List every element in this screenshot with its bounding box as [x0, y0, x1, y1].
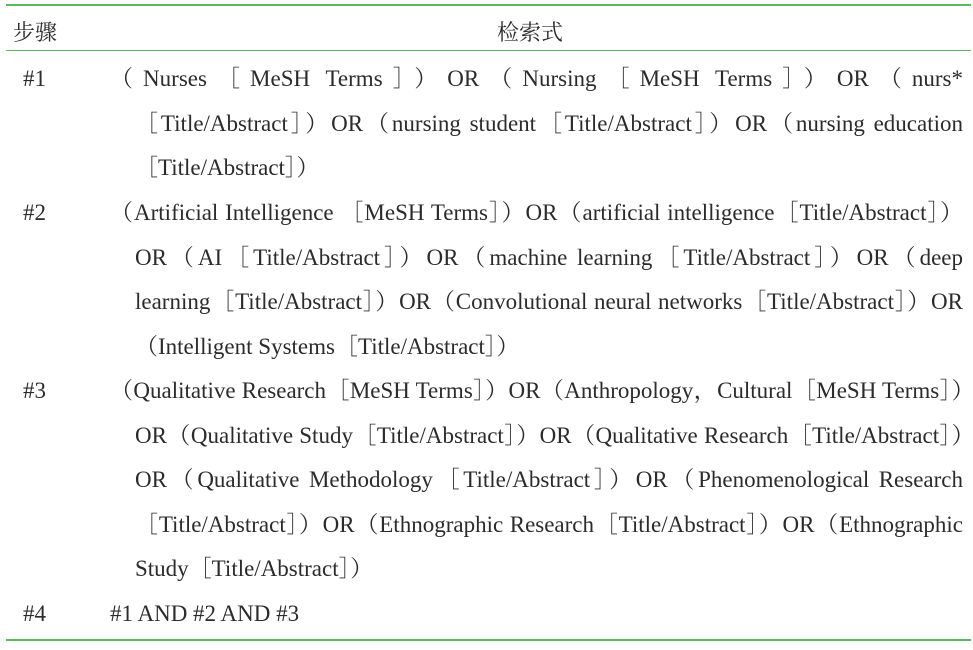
table-header: [0, 6, 973, 50]
header-rule: [6, 50, 971, 51]
query-text: #1 AND #2 AND #3: [110, 601, 300, 626]
step-number: #1: [23, 66, 46, 91]
query-text: （Qualitative Research［MeSH Terms］）OR（Anthropology，Cultural［MeSH Terms］）OR（Qualitative Study［Title/Abstract］）OR（Qualitative Research［Title/Abstract］）OR（Qualitative Methodology［Title/Abstract］）OR（Phenomenological Research ［Title/Abstract］）OR（Ethnographic Research［Title/Abstract］）OR（Ethnographic Study［Title/Abstract］）: [110, 378, 963, 581]
bottom-rule: [6, 639, 971, 641]
query-text: （Artificial Intelligence ［MeSH Terms］）OR（artificial intelligence［Title/Abstract］）OR（AI［Title/Abstract］）OR（machine learning［Title/Abstract］）OR（deep learning［Title/Abstract］）OR（Convolutional neural networks［Title/Abstract］）OR（Intelligent Systems［Title/Abstract］）: [110, 200, 964, 359]
step-number: #3: [23, 378, 46, 403]
header-step: 步骤: [13, 21, 58, 46]
header-query: 检索式: [497, 21, 564, 46]
query-text: （Nurses［MeSH Terms］）OR（Nursing［MeSH Terms］）OR（nurs*［Title/Abstract］）OR（nursing student［Title/Abstract］）OR（nursing education［Title/Abstract］）: [110, 66, 963, 180]
step-number: #2: [23, 200, 46, 225]
step-number: #4: [23, 601, 46, 626]
